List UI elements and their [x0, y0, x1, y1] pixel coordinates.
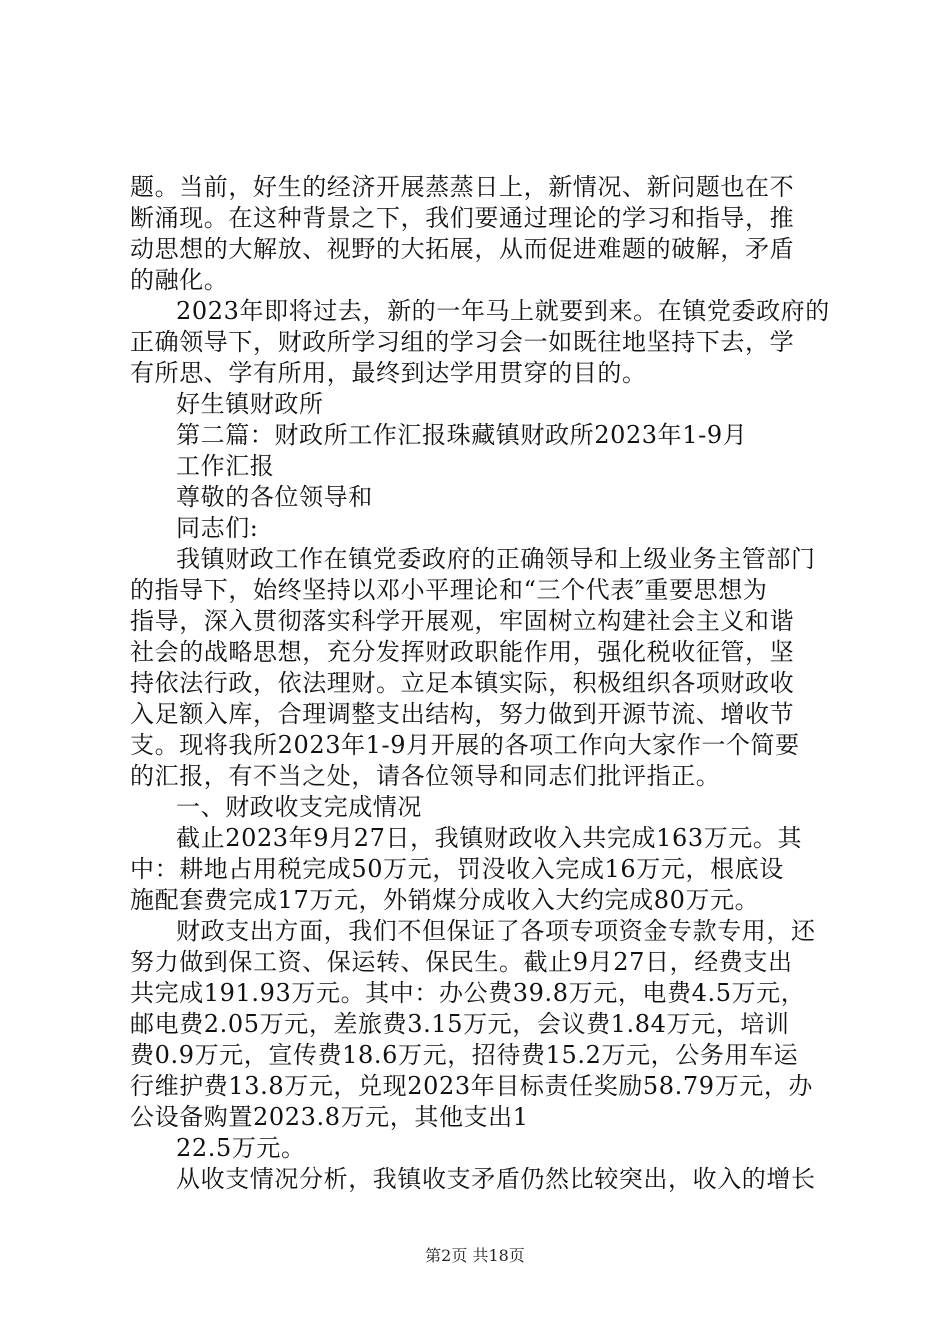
text-line: 社会的战略思想，充分发挥财政职能作用，强化税收征管，坚	[130, 638, 795, 666]
text-line: 努力做到保工资、保运转、保民生。截止9月27日，经费支出	[130, 948, 793, 976]
text-line: 公设备购置2023.8万元，其他支出1	[130, 1103, 529, 1131]
page-number-footer: 第2页 共18页	[425, 1246, 525, 1265]
text-line: 邮电费2.05万元，差旅费3.15万元，会议费1.84万元，培训	[130, 1010, 790, 1038]
text-line: 工作汇报	[176, 452, 275, 480]
text-line: 财政支出方面，我们不但保证了各项专项资金专款专用，还	[176, 917, 816, 945]
text-line: 有所思、学有所用，最终到达学用贯穿的目的。	[130, 359, 647, 387]
text-line: 持依法行政，依法理财。立足本镇实际，积极组织各项财政收	[130, 669, 795, 697]
text-line: 截止2023年9月27日，我镇财政收入共完成163万元。其	[176, 824, 803, 852]
section-heading: 一、财政收支完成情况	[176, 793, 422, 821]
text-line: 指导，深入贯彻落实科学开展观，牢固树立构建社会主义和谐	[130, 607, 795, 635]
text-line: 共完成191.93万元。其中：办公费39.8万元，电费4.5万元，	[130, 979, 806, 1007]
text-line: 2023年即将过去，新的一年马上就要到来。在镇党委政府的	[176, 297, 830, 325]
text-line: 第二篇：财政所工作汇报珠藏镇财政所2023年1-9月	[176, 421, 748, 449]
text-line: 尊敬的各位领导和	[176, 483, 373, 511]
text-line: 动思想的大解放、视野的大拓展，从而促进难题的破解，矛盾	[130, 235, 795, 263]
text-line: 好生镇财政所	[176, 390, 324, 418]
text-line: 的汇报，有不当之处，请各位领导和同志们批评指正。	[130, 762, 721, 790]
text-line: 施配套费完成17万元，外销煤分成收入大约完成80万元。	[130, 886, 760, 914]
text-line: 中：耕地占用税完成50万元，罚没收入完成16万元，根底设	[130, 855, 784, 883]
text-line: 我镇财政工作在镇党委政府的正确领导和上级业务主管部门	[176, 545, 816, 573]
text-line: 断涌现。在这种背景之下，我们要通过理论的学习和指导，推	[130, 204, 795, 232]
text-line: 入足额入库，合理调整支出结构，努力做到开源节流、增收节	[130, 700, 795, 728]
text-line: 22.5万元。	[176, 1134, 306, 1162]
text-line: 同志们:	[176, 514, 259, 542]
text-line: 的指导下，始终坚持以邓小平理论和“三个代表″重要思想为	[130, 576, 768, 604]
text-line: 从收支情况分析，我镇收支矛盾仍然比较突出，收入的增长	[176, 1165, 816, 1193]
text-line: 的融化。	[130, 266, 229, 294]
text-line: 正确领导下，财政所学习组的学习会一如既往地坚持下去，学	[130, 328, 795, 356]
text-line: 行维护费13.8万元，兑现2023年目标责任奖励58.79万元，办	[130, 1072, 814, 1100]
text-line: 支。现将我所2023年1-9月开展的各项工作向大家作一个简要	[130, 731, 800, 759]
text-line: 题。当前，好生的经济开展蒸蒸日上，新情况、新问题也在不	[130, 173, 795, 201]
text-line: 费0.9万元，宣传费18.6万元，招待费15.2万元，公务用车运	[130, 1041, 799, 1069]
document-body	[130, 172, 830, 1195]
